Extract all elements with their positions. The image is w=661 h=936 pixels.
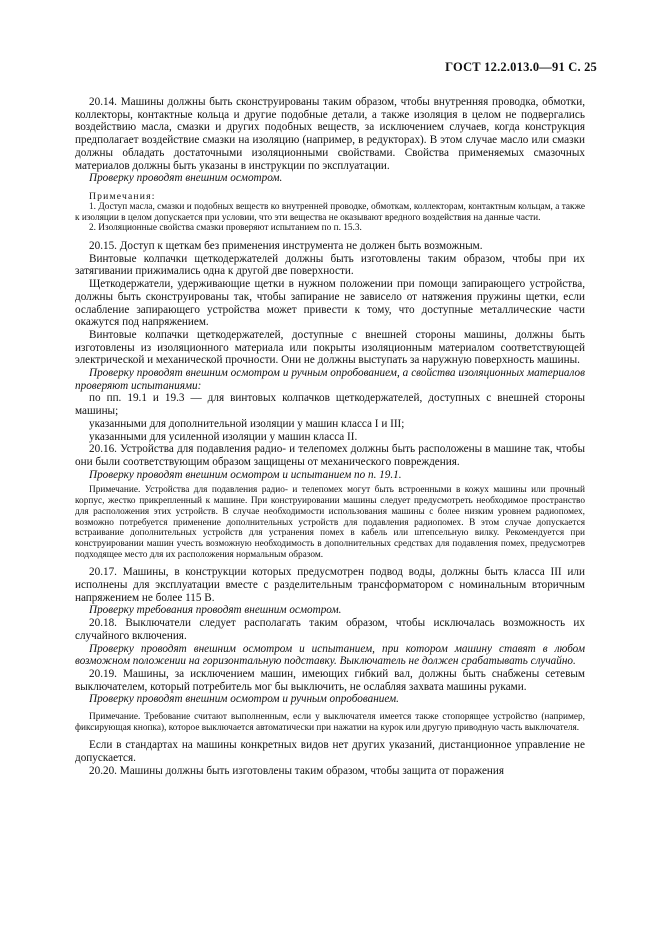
paragraph: по пп. 19.1 и 19.3 — для винтовых колпачков щеткодержателей, доступных с внешней стороны машины;: [75, 392, 585, 418]
document-body: [75, 96, 585, 778]
paragraph: Щеткодержатели, удерживающие щетки в нужном положении при помощи запирающего устройства, должны быть сконструированы так, чтобы запирание не зависело от натяжения пружины щетки, если ослабление запирающего устройства может привести к тому, что доступные металлические части окажутся под напряжением.: [75, 278, 585, 329]
page-header: ГОСТ 12.2.013.0—91 С. 25: [445, 60, 597, 74]
verification-paragraph: Проверку проводят внешним осмотром и ручным опробованием.: [89, 693, 399, 706]
paragraph: 20.17. Машины, в конструкции которых предусмотрен подвод воды, должны быть класса III или исполнены для эксплуатации вместе с разделительным трансформатором с номинальным вторичным напряжением не более 115 В.: [75, 566, 585, 604]
note-paragraph: 1. Доступ масла, смазки и подобных веществ ко внутренней проводке, обмоткам, коллекторам, контактным кольцам, а также к изоляции в целом допускается при условии, что эти вещества не оказывают вредного воздействия на данные части.: [75, 201, 585, 223]
verification-paragraph: Проверку проводят внешним осмотром.: [89, 172, 283, 185]
paragraph: 20.18. Выключатели следует располагать таким образом, чтобы исключалась возможность их случайного включения.: [75, 617, 585, 642]
paragraph: 20.19. Машины, за исключением машин, имеющих гибкий вал, должны быть снабжены сетевым выключателем, который потребитель мог бы выключить, не ослабляя захвата машины руками.: [75, 667, 585, 693]
verification-paragraph: Проверку проводят внешним осмотром и испытанием по п. 19.1.: [89, 468, 402, 481]
paragraph: 20.14. Машины должны быть сконструированы таким образом, чтобы внутренняя проводка, обмотки, коллекторы, контактные кольца и другие подобные детали, а также изоляция в целом не подвергались воздействию масла, смазки и других подобных веществ, за исключением случаев, когда конструкция предполагает воздействие смазки на изоляцию (например, в редукторах). В этом случае масло или смазки должны обладать достаточными изоляционными свойствами. Свойства применяемых смазочных материалов должны быть указаны в инструкции по эксплуатации.: [75, 96, 585, 172]
paragraph: 20.20. Машины должны быть изготовлены таким образом, чтобы защита от поражения: [89, 764, 505, 777]
verification-paragraph: Проверку проводят внешним осмотром и испытанием, при котором машину ставят в любом возможном положении на горизонтальную подставку. Выключатель не должен срабатывать случайно.: [75, 642, 585, 668]
verification-paragraph: Проверку требования проводят внешним осмотром.: [89, 604, 342, 617]
paragraph: указанными для дополнительной изоляции у машин класса I и III;: [89, 417, 405, 430]
notes-heading: Примечания:: [89, 190, 156, 202]
note-paragraph: 2. Изоляционные свойства смазки проверяют испытанием по п. 15.3.: [89, 223, 362, 234]
paragraph: указанными для усиленной изоляции у машин класса II.: [89, 430, 358, 443]
note-paragraph: Примечание. Требование считают выполненным, если у выключателя имеется также стопорящее устройство (например, фиксирующая кнопка), которое выключается автоматически при нажатии на курок или другую приводную часть выключателя.: [75, 712, 585, 733]
paragraph: Винтовые колпачки щеткодержателей, доступные с внешней стороны машины, должны быть изготовлены из изоляционного материала или покрыты изоляционным материалом соответствующей электрической и механической прочности. Они не должны выступать за наружную поверхность машины.: [75, 328, 585, 367]
verification-paragraph: Проверку проводят внешним осмотром и ручным опробованием, а свойства изоляционных материалов проверяют испытаниями:: [75, 367, 585, 392]
paragraph: 20.15. Доступ к щеткам без применения инструмента не должен быть возможным.: [89, 240, 483, 253]
note-paragraph: Примечание. Устройства для подавления радио- и телепомех могут быть встроенными в кожух машины или прочный корпус, жестко прикрепленный к машине. При конструировании машины следует предусмотреть необходимое пространство для расположения этих устройств. В случае необходимости использования машины с более низким уровнем радиопомех, возможно потребуется применение дополнительных устройств для подавления радиопомех. В этом случае допускается встраивание дополнительных устройств для устранения помех в кабель или штепсельную вилку. Рекомендуется при конструировании машин учесть возможную необходимость в дополнительных средствах для подавления помех, предусмотрев подходящее место для их расположения нормальным образом.: [75, 485, 585, 560]
paragraph: 20.16. Устройства для подавления радио- и телепомех должны быть расположены в машине так, чтобы они были соответствующим образом защищены от механического повреждения.: [75, 443, 585, 468]
paragraph: Винтовые колпачки щеткодержателей должны быть изготовлены таким образом, чтобы при их затягивании прижимались одна к другой две поверхности.: [75, 252, 585, 278]
paragraph: Если в стандартах на машины конкретных видов нет других указаний, дистанционное управление не допускается.: [75, 739, 585, 765]
